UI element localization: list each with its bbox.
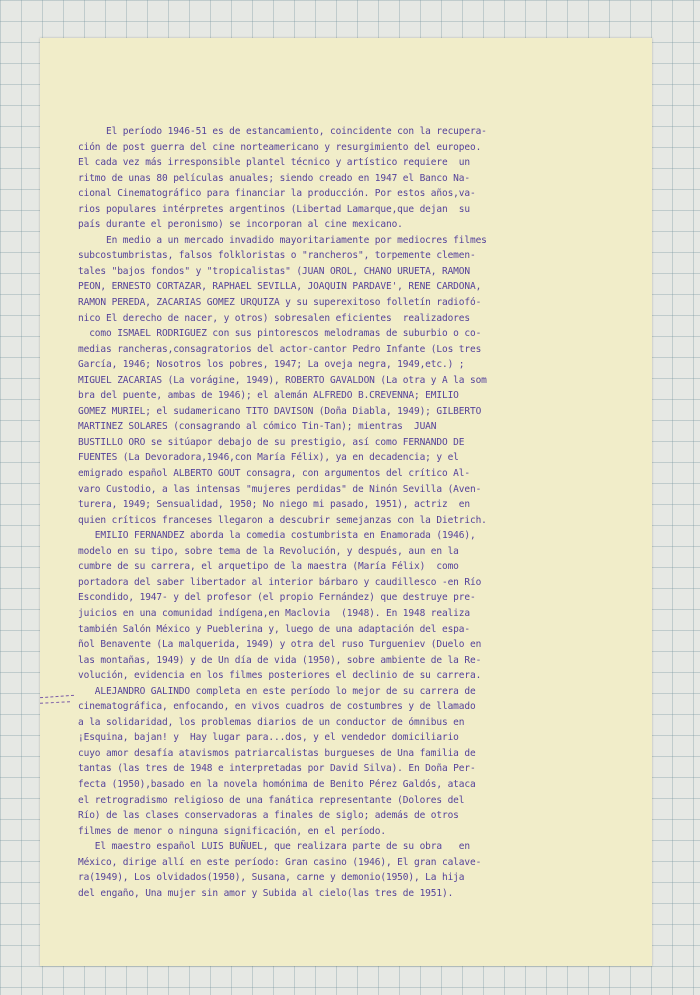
text-line: país durante el peronismo) se incorporan al cine mexicano.	[78, 219, 403, 231]
text-line: fecta (1950),basado en la novela homónima de Benito Pérez Galdós, ataca	[78, 778, 476, 790]
text-line: filmes de menor o ninguna significación, en el período.	[78, 825, 386, 837]
text-line: En medio a un mercado invadido mayoritariamente por mediocres filmes	[78, 234, 487, 246]
text-line: medias rancheras,consagratorios del actor-cantor Pedro Infante (Los tres	[78, 343, 482, 355]
text-line: ritmo de unas 80 películas anuales; siendo creado en 1947 el Banco Na-	[78, 172, 470, 184]
text-line: cuyo amor desafía atavismos patriarcalistas burgueses de Una familia de	[78, 747, 476, 759]
typed-page	[40, 38, 652, 966]
text-line: El cada vez más irresponsible plantel técnico y artístico requiere un	[78, 157, 470, 169]
text-line: tantas (las tres de 1948 e interpretadas por David Silva). En Doña Per-	[78, 763, 476, 775]
text-line: GOMEZ MURIEL; el sudamericano TITO DAVISON (Doña Diabla, 1949); GILBERTO	[78, 405, 482, 417]
text-line: PEON, ERNESTO CORTAZAR, RAPHAEL SEVILLA, JOAQUIN PARDAVE', RENE CARDONA,	[78, 281, 482, 293]
text-line: García, 1946; Nosotros los pobres, 1947; La oveja negra, 1949,etc.) ;	[78, 359, 465, 371]
text-line: modelo en su tipo, sobre tema de la Revolución, y después, aun en la	[78, 545, 459, 557]
text-line: del engaño, Una mujer sin amor y Subida al cielo(las tres de 1951).	[78, 887, 454, 899]
text-line: EMILIO FERNANDEZ aborda la comedia costumbrista en Enamorada (1946),	[78, 530, 476, 542]
text-line: como ISMAEL RODRIGUEZ con sus pintorescos melodramas de suburbio o co-	[78, 328, 482, 340]
text-line: rios populares intérpretes argentinos (Libertad Lamarque,que dejan su	[78, 203, 470, 215]
text-line: cional Cinematográfico para financiar la producción. Por estos años,va-	[78, 188, 476, 200]
text-line: El período 1946-51 es de estancamiento, coincidente con la recupera-	[78, 126, 487, 137]
text-line: El maestro español LUIS BUÑUEL, que realizara parte de su obra en	[78, 841, 470, 853]
text-line: Río) de las clases conservadoras a finales de siglo; además de otros	[78, 810, 459, 822]
text-line: ¡Esquina, bajan! y Hay lugar para...dos, y el vendedor domiciliario	[78, 732, 459, 744]
text-line: subcostumbristas, falsos folkloristas o "rancheros", torpemente clemen-	[78, 250, 476, 262]
text-line: Escondido, 1947- y del profesor (el propio Fernández) que destruye pre-	[78, 592, 476, 604]
margin-pencil-mark	[40, 701, 70, 704]
text-line: BUSTILLO ORO se sitúapor debajo de su prestigio, así como FERNANDO DE	[78, 436, 465, 448]
text-line: MARTINEZ SOLARES (consagrando al cómico Tin-Tan); mientras JUAN	[78, 421, 437, 433]
text-line: ALEJANDRO GALINDO completa en este período lo mejor de su carrera de	[78, 685, 476, 697]
text-line: ñol Benavente (La malquerida, 1949) y otra del ruso Turgueniev (Duelo en	[78, 639, 482, 651]
text-line: el retrogradismo religioso de una fanática representante (Dolores del	[78, 794, 465, 806]
text-line: MIGUEL ZACARIAS (La vorágine, 1949), ROBERTO GAVALDON (La otra y A la som	[78, 374, 487, 386]
text-line: cinematográfica, enfocando, en vivos cuadros de costumbres y de llamado	[78, 701, 476, 713]
text-line: ción de post guerra del cine norteamericano y resurgimiento del europeo.	[78, 141, 482, 153]
text-line: quien críticos franceses llegaron a descubrir semejanzas con la Dietrich.	[78, 514, 487, 526]
margin-pencil-mark	[40, 695, 74, 698]
text-line: cumbre de su carrera, el arquetipo de la maestra (María Félix) como	[78, 561, 459, 573]
text-line: juicios en una comunidad indígena,en Maclovia (1948). En 1948 realiza	[78, 607, 470, 619]
text-line: las montañas, 1949) y de Un día de vida (1950), sobre ambiente de la Re-	[78, 654, 482, 666]
text-line: México, dirige allí en este período: Gran casino (1946), El gran calave-	[78, 856, 482, 868]
text-line: ra(1949), Los olvidados(1950), Susana, carne y demonio(1950), La hija	[78, 872, 465, 884]
text-line: emigrado español ALBERTO GOUT consagra, con argumentos del crítico Al-	[78, 468, 470, 480]
text-line: turera, 1949; Sensualidad, 1950; No niego mi pasado, 1951), actriz en	[78, 499, 470, 511]
text-line: RAMON PEREDA, ZACARIAS GOMEZ URQUIZA y su superexitoso folletín radiofó-	[78, 297, 482, 309]
text-line: bra del puente, ambas de 1946); el alemán ALFREDO B.CREVENNA; EMILIO	[78, 390, 459, 402]
text-line: portadora del saber libertador al interior bárbaro y caudillesco -en Río	[78, 576, 482, 588]
typed-text-body	[78, 124, 623, 901]
text-line: volución, evidencia en los filmes posteriores el declinio de su carrera.	[78, 670, 482, 682]
text-line: FUENTES (La Devoradora,1946,con María Félix), ya en decadencia; y el	[78, 452, 459, 464]
text-line: a la solidaridad, los problemas diarios de un conductor de ómnibus en	[78, 716, 465, 728]
text-line: tales "bajos fondos" y "tropicalistas" (JUAN OROL, CHANO URUETA, RAMON	[78, 265, 470, 277]
text-line: nico El derecho de nacer, y otros) sobresalen eficientes realizadores	[78, 312, 470, 324]
text-line: varo Custodio, a las intensas "mujeres perdidas" de Ninón Sevilla (Aven-	[78, 483, 482, 495]
text-line: también Salón México y Pueblerina y, luego de una adaptación del espa-	[78, 623, 470, 635]
